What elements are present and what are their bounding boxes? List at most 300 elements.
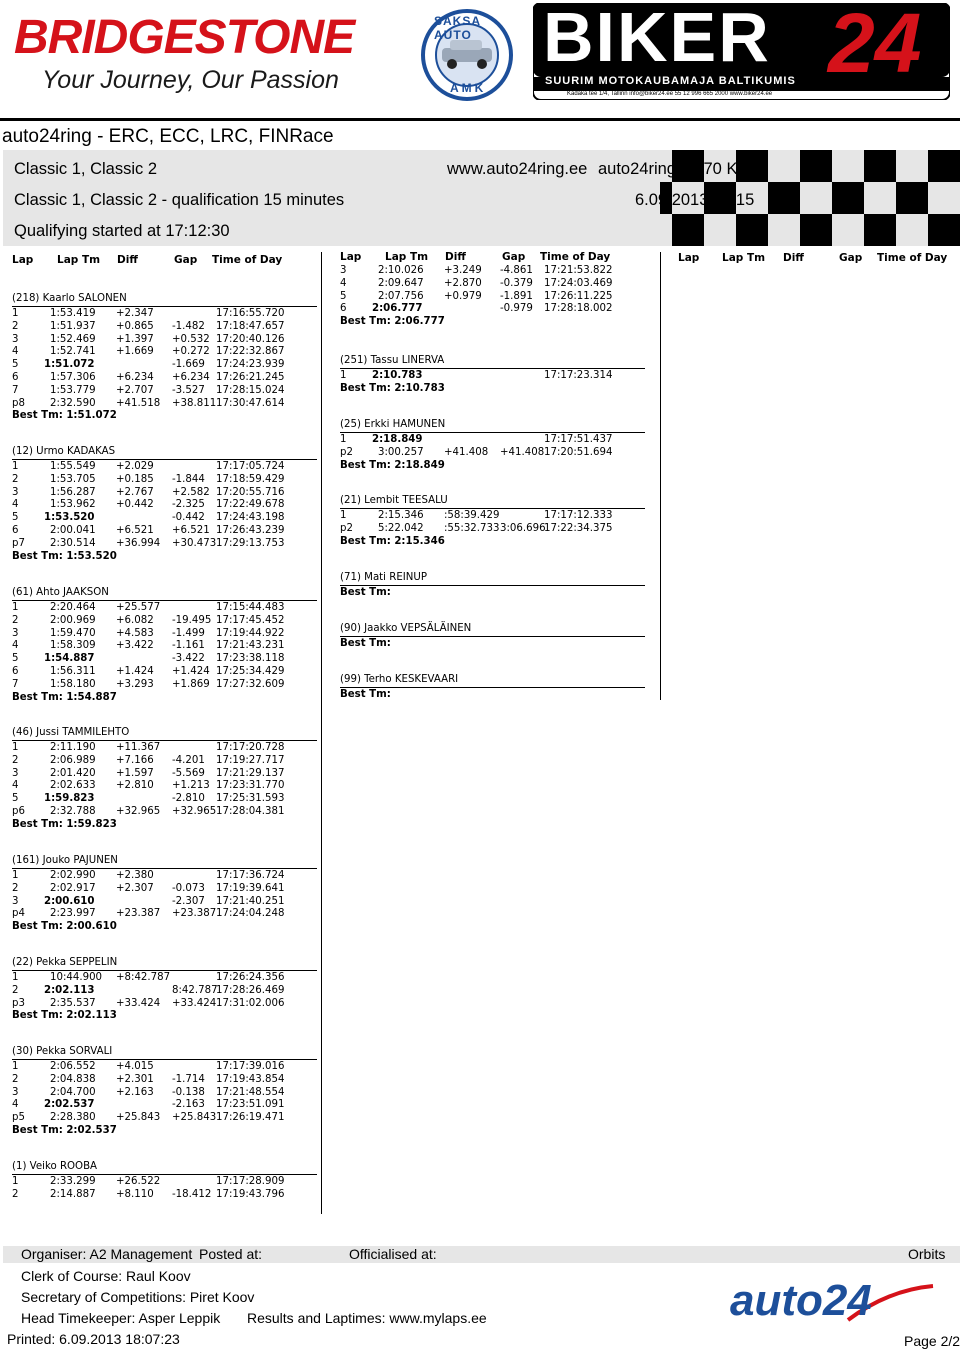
lap-lap: p7 (12, 537, 25, 549)
lap-laptime: 2:02.537 (44, 1099, 95, 1111)
lap-time-of-day: 17:21:40.251 (216, 895, 285, 907)
lap-lap: 1 (12, 461, 19, 472)
lap-time-of-day: 17:26:19.471 (216, 1112, 285, 1124)
lap-lap: 1 (12, 972, 19, 983)
lap-time-of-day: 17:16:55.720 (216, 308, 285, 319)
lap-time-of-day: 17:22:32.867 (216, 346, 285, 358)
lap-time-of-day: 17:26:43.239 (216, 525, 285, 536)
lap-lap: 5 (12, 359, 19, 371)
session-datetime: 6.09.2013 17:15 (635, 191, 755, 209)
lap-time-of-day: 17:19:27.717 (216, 754, 285, 766)
lap-lap: 4 (340, 277, 347, 289)
lap-gap: +6.521 (172, 525, 210, 536)
lap-laptime: 1:53.520 (44, 512, 95, 524)
driver-underline (12, 459, 317, 460)
lap-diff: +33.424 (116, 997, 161, 1009)
lap-gap: 8:42.787 (172, 984, 218, 996)
lap-row (12, 334, 332, 347)
lap-lap: 2 (12, 473, 19, 485)
lap-diff: +4.583 (116, 627, 154, 639)
page-number: Page 2/2 (904, 1333, 960, 1349)
session-start: Qualifying started at 17:12:30 (14, 222, 230, 240)
lap-diff: :55:32.733 (444, 522, 500, 534)
lap-diff: +0.979 (444, 290, 482, 302)
lap-lap: 1 (12, 870, 19, 881)
lap-lap: 1 (12, 308, 19, 319)
lap-laptime: 1:58.180 (50, 678, 96, 690)
lap-laptime: 2:04.700 (50, 1086, 96, 1098)
lap-row (12, 487, 332, 500)
lap-gap: -3.422 (172, 653, 205, 665)
lap-laptime: 2:00.041 (50, 525, 96, 536)
lap-row (12, 1176, 332, 1189)
bridgestone-tagline: Your Journey, Our Passion (42, 66, 339, 94)
lap-laptime: 2:02.633 (50, 780, 96, 792)
lap-lap: 1 (12, 602, 19, 613)
biker-number: 24 (828, 0, 922, 90)
lap-diff: +2.301 (116, 1073, 154, 1085)
lap-laptime: 1:56.311 (50, 666, 96, 677)
lap-row (12, 972, 332, 985)
lap-laptime: 2:09.647 (378, 277, 424, 289)
lap-laptime: 2:10.026 (378, 265, 424, 276)
lap-lap: 6 (12, 666, 19, 677)
lap-laptime: 2:10.783 (372, 370, 423, 381)
driver-name: (12) Urmo KADAKAS (12, 446, 116, 457)
lap-time-of-day: 17:24:23.939 (216, 359, 285, 371)
lap-row (12, 755, 332, 768)
header-lap: Lap (340, 251, 362, 263)
best-time: Best Tm: 1:51.072 (12, 410, 117, 422)
lap-laptime: 2:02.113 (44, 984, 95, 996)
lap-time-of-day: 17:17:20.728 (216, 742, 285, 753)
lap-laptime: 3:00.257 (378, 446, 424, 458)
website-link[interactable]: www.auto24ring.ee (447, 160, 588, 178)
driver-underline (12, 1174, 317, 1175)
lap-lap: 2 (12, 984, 19, 996)
lap-row (12, 1061, 332, 1074)
best-time: Best Tm: 2:06.777 (340, 316, 445, 328)
lap-row (12, 883, 332, 896)
lap-lap: 3 (12, 767, 19, 779)
biker-address: Kadaka tee 1/4, Tallinn info@biker24.ee 55 12 996 665 2000 www.biker24.ee (567, 91, 773, 97)
lap-diff: +36.994 (116, 537, 161, 549)
lap-time-of-day: 17:24:04.248 (216, 908, 285, 920)
lap-time-of-day: 17:23:51.091 (216, 1099, 285, 1111)
lap-diff: +1.397 (116, 333, 154, 345)
lap-gap: -18.412 (172, 1188, 212, 1200)
driver-underline (12, 868, 317, 869)
lap-row (340, 434, 660, 447)
lap-time-of-day: 17:19:43.854 (216, 1073, 285, 1085)
lap-gap: -2.325 (172, 499, 205, 511)
lap-lap: 3 (12, 333, 19, 345)
lap-row (12, 499, 332, 512)
driver-name: (251) Tassu LINERVA (340, 355, 445, 366)
col3-header (678, 252, 960, 266)
lap-gap: +2.582 (172, 486, 210, 498)
lap-laptime: 2:11.190 (50, 742, 96, 753)
driver-name: (90) Jaakko VEPSÄLÄINEN (340, 623, 472, 634)
lap-row (12, 768, 332, 781)
header-diff: Diff (445, 251, 466, 263)
lap-laptime: 2:07.756 (378, 290, 424, 302)
lap-time-of-day: 17:26:11.225 (544, 290, 613, 302)
driver-underline (340, 368, 645, 369)
lap-time-of-day: 17:23:38.118 (216, 653, 285, 665)
lap-laptime: 2:04.838 (50, 1073, 96, 1085)
lap-time-of-day: 17:21:48.554 (216, 1086, 285, 1098)
best-time: Best Tm: 1:59.823 (12, 818, 117, 830)
lap-time-of-day: 17:28:04.381 (216, 806, 285, 817)
lap-gap: -4.861 (500, 265, 533, 276)
lap-gap: -1.499 (172, 627, 205, 639)
lap-row (12, 666, 332, 679)
lap-diff: +0.185 (116, 473, 154, 485)
lap-time-of-day: 17:21:43.231 (216, 640, 285, 652)
lap-time-of-day: 17:21:29.137 (216, 767, 285, 779)
lap-row (340, 510, 660, 523)
lap-time-of-day: 17:21:53.822 (544, 265, 613, 276)
checker-square (896, 182, 928, 214)
lap-row (12, 806, 332, 819)
lap-laptime: 2:32.590 (50, 397, 96, 409)
driver-name: (25) Erkki HAMUNEN (340, 419, 446, 430)
best-time: Best Tm: (340, 638, 391, 649)
header-lap: Lap (678, 252, 700, 264)
lap-row (12, 474, 332, 487)
lap-time-of-day: 17:17:05.724 (216, 461, 285, 472)
biker-word: BIKER (543, 0, 771, 76)
lap-laptime: 1:53.962 (50, 499, 96, 511)
lap-time-of-day: 17:20:40.126 (216, 333, 285, 345)
driver-underline (340, 636, 645, 637)
best-time: Best Tm: 1:54.887 (12, 691, 117, 703)
best-time: Best Tm: 2:02.537 (12, 1125, 117, 1136)
lap-diff: +25.843 (116, 1112, 161, 1124)
lap-gap: -0.138 (172, 1086, 205, 1098)
lap-time-of-day: 17:25:34.429 (216, 666, 285, 677)
driver-name: (30) Pekka SORVALI (12, 1046, 113, 1057)
saksa-auto-top-text: SAKSA AUTO (434, 14, 481, 42)
lap-row (12, 985, 332, 998)
lap-lap: 7 (12, 678, 19, 690)
printed-timestamp: Printed: 6.09.2013 18:07:23 (7, 1331, 180, 1347)
checker-square (864, 150, 896, 182)
lap-lap: 1 (12, 1176, 19, 1187)
lap-lap: 6 (340, 303, 347, 315)
lap-diff: +2.810 (116, 780, 154, 792)
lap-laptime: 1:53.705 (50, 473, 96, 485)
lap-lap: 4 (12, 1099, 19, 1111)
lap-laptime: 1:57.306 (50, 372, 96, 383)
lap-row (12, 793, 332, 806)
lap-lap: 3 (12, 627, 19, 639)
col2-results (340, 0, 660, 700)
lap-laptime: 2:06.989 (50, 754, 96, 766)
lap-gap: +0.532 (172, 333, 210, 345)
driver-name: (46) Jussi TAMMILEHTO (12, 727, 130, 738)
lap-time-of-day: 17:23:31.770 (216, 780, 285, 792)
lap-diff: +6.082 (116, 614, 154, 626)
lap-gap: 3:06.696 (500, 522, 546, 534)
lap-row (12, 308, 332, 321)
lap-row (12, 398, 332, 411)
lap-time-of-day: 17:15:44.483 (216, 602, 285, 613)
lap-diff: +1.669 (116, 346, 154, 358)
lap-gap: -2.810 (172, 793, 205, 805)
lap-row (12, 538, 332, 551)
lap-row (12, 998, 332, 1011)
lap-diff: +26.522 (116, 1176, 161, 1187)
checker-square (672, 214, 704, 246)
lap-diff: +23.387 (116, 908, 161, 920)
lap-diff: +3.293 (116, 678, 154, 690)
lap-gap: -1.844 (172, 473, 205, 485)
lap-row (340, 370, 660, 383)
driver-name: (61) Ahto JAAKSON (12, 587, 109, 598)
lap-diff: +6.521 (116, 525, 154, 536)
header-diff: Diff (117, 254, 138, 266)
lap-lap: 5 (12, 653, 19, 665)
lap-diff: +2.767 (116, 486, 154, 498)
lap-time-of-day: 17:20:51.694 (544, 446, 613, 458)
lap-gap: -0.379 (500, 277, 533, 289)
driver-underline (12, 740, 317, 741)
driver-underline (12, 600, 317, 601)
header-time-of-day: Time of Day (877, 252, 948, 264)
lap-diff: +2.707 (116, 384, 154, 396)
lap-gap: -4.201 (172, 754, 205, 766)
lap-row (340, 447, 660, 460)
lap-laptime: 2:01.420 (50, 767, 96, 779)
driver-underline (340, 432, 645, 433)
driver-underline (12, 970, 317, 971)
lap-diff: +7.166 (116, 754, 154, 766)
lap-diff: +25.577 (116, 602, 161, 613)
best-time: Best Tm: (340, 587, 391, 598)
lap-laptime: 1:51.072 (44, 359, 95, 371)
lap-laptime: 1:53.419 (50, 308, 96, 319)
lap-lap: 7 (12, 384, 19, 396)
lap-laptime: 10:44.900 (50, 972, 103, 983)
lap-laptime: 2:06.777 (372, 303, 423, 315)
driver-underline (12, 1059, 317, 1060)
results-link[interactable]: Results and Laptimes: www.mylaps.ee (247, 1310, 487, 1326)
lap-gap: -19.495 (172, 614, 212, 626)
header-lap: Lap (12, 254, 34, 266)
lap-time-of-day: 17:19:39.641 (216, 882, 285, 894)
lap-laptime: 2:02.917 (50, 882, 96, 894)
auto24-logo (728, 1276, 938, 1332)
lap-lap: 5 (12, 512, 19, 524)
lap-time-of-day: 17:17:36.724 (216, 870, 285, 881)
lap-gap: -0.442 (172, 512, 205, 524)
header-lap-time: Lap Tm (722, 252, 766, 264)
lap-laptime: 2:00.969 (50, 614, 96, 626)
lap-gap: +23.387 (172, 908, 217, 920)
lap-row (12, 346, 332, 359)
lap-row (12, 602, 332, 615)
lap-lap: p5 (12, 1112, 25, 1124)
lap-laptime: 2:23.997 (50, 908, 96, 920)
lap-laptime: 1:51.937 (50, 320, 96, 332)
lap-lap: 3 (12, 486, 19, 498)
lap-lap: 2 (12, 614, 19, 626)
lap-gap: -3.527 (172, 384, 205, 396)
best-time: Best Tm: 2:18.849 (340, 459, 445, 471)
lap-laptime: 2:30.514 (50, 537, 96, 549)
lap-laptime: 2:14.887 (50, 1188, 96, 1200)
lap-time-of-day: 17:17:45.452 (216, 614, 285, 626)
lap-diff: :58:39.429 (444, 510, 500, 521)
lap-laptime: 2:35.537 (50, 997, 96, 1009)
header-gap: Gap (839, 252, 863, 264)
lap-diff: +32.965 (116, 806, 161, 817)
lap-time-of-day: 17:24:03.469 (544, 277, 613, 289)
lap-lap: 1 (340, 434, 347, 445)
lap-diff: +2.029 (116, 461, 154, 472)
lap-lap: 5 (12, 793, 19, 805)
lap-lap: 1 (340, 510, 347, 521)
lap-lap: 3 (340, 265, 347, 276)
lap-laptime: 1:58.309 (50, 640, 96, 652)
lap-lap: 4 (12, 640, 19, 652)
lap-laptime: 2:00.610 (44, 895, 95, 907)
lap-diff: +2.347 (116, 308, 154, 319)
lap-laptime: 2:06.552 (50, 1061, 96, 1072)
lap-lap: 1 (12, 742, 19, 753)
lap-lap: 3 (12, 1086, 19, 1098)
lap-diff: +41.518 (116, 397, 161, 409)
lap-gap: +30.473 (172, 537, 217, 549)
lap-diff: +0.442 (116, 499, 154, 511)
driver-name: (21) Lembit TEESALU (340, 495, 448, 506)
lap-lap: 4 (12, 780, 19, 792)
lap-row (12, 1074, 332, 1087)
lap-diff: +0.865 (116, 320, 154, 332)
lap-diff: +8:42.787 (116, 972, 171, 983)
column-divider (660, 252, 661, 700)
lap-laptime: 2:33.299 (50, 1176, 96, 1187)
lap-time-of-day: 17:29:13.753 (216, 537, 285, 549)
lap-lap: p4 (12, 908, 25, 920)
lap-gap: -1.891 (500, 290, 533, 302)
lap-laptime: 1:59.823 (44, 793, 95, 805)
lap-row (12, 679, 332, 692)
lap-gap: -2.163 (172, 1099, 205, 1111)
secretary: Secretary of Competitions: Piret Koov (21, 1289, 255, 1305)
lap-row (12, 385, 332, 398)
lap-row (12, 628, 332, 641)
lap-diff: +4.015 (116, 1061, 154, 1072)
driver-name: (1) Veiko ROOBA (12, 1161, 98, 1172)
checker-square (800, 214, 832, 246)
head-timekeeper: Head Timekeeper: Asper Leppik (21, 1310, 221, 1326)
lap-diff: +41.408 (444, 446, 489, 458)
lap-row (12, 512, 332, 525)
checker-square (864, 214, 896, 246)
posted-at: Posted at: (199, 1246, 263, 1262)
lap-row (12, 640, 332, 653)
lap-gap: +1.869 (172, 678, 210, 690)
orbits-label: Orbits (908, 1246, 946, 1262)
saksa-auto-bottom-text: AMK (450, 81, 487, 95)
lap-laptime: 1:56.287 (50, 486, 96, 498)
checker-square (928, 214, 960, 246)
lap-row (12, 359, 332, 372)
driver-name: (218) Kaarlo SALONEN (12, 293, 127, 304)
biker-subtitle: SUURIM MOTOKAUBAMAJA BALTIKUMIS (545, 75, 796, 87)
lap-row (12, 615, 332, 628)
lap-time-of-day: 17:30:47.614 (216, 397, 285, 409)
lap-lap: 2 (12, 320, 19, 332)
driver-name: (71) Mati REINUP (340, 572, 427, 583)
lap-time-of-day: 17:17:23.314 (544, 370, 613, 381)
checker-square (736, 214, 768, 246)
lap-time-of-day: 17:26:24.356 (216, 972, 285, 983)
lap-lap: 1 (12, 1061, 19, 1072)
lap-diff: +2.380 (116, 870, 154, 881)
lap-gap: +38.811 (172, 397, 217, 409)
lap-lap: p2 (340, 446, 353, 458)
driver-underline (340, 585, 645, 586)
lap-gap: -0.073 (172, 882, 205, 894)
lap-diff: +2.870 (444, 277, 482, 289)
lap-diff: +2.163 (116, 1086, 154, 1098)
lap-lap: p6 (12, 806, 25, 817)
organiser: Organiser: A2 Management (21, 1246, 193, 1262)
lap-gap: +41.408 (500, 446, 545, 458)
lap-diff: +3.249 (444, 265, 482, 276)
lap-time-of-day: 17:28:26.469 (216, 984, 285, 996)
lap-row (340, 265, 660, 278)
lap-diff: +1.597 (116, 767, 154, 779)
lap-laptime: 2:20.464 (50, 602, 96, 613)
lap-lap: 5 (340, 290, 347, 302)
lap-diff: +3.422 (116, 640, 154, 652)
lap-row (12, 870, 332, 883)
checker-square (928, 150, 960, 182)
header-gap: Gap (174, 254, 198, 266)
lap-row (340, 303, 660, 316)
lap-time-of-day: 17:17:39.016 (216, 1061, 285, 1072)
clerk-of-course: Clerk of Course: Raul Koov (21, 1268, 191, 1284)
driver-name: (161) Jouko PAJUNEN (12, 855, 118, 866)
lap-time-of-day: 17:27:32.609 (216, 678, 285, 690)
lap-gap: -1.714 (172, 1073, 205, 1085)
lap-time-of-day: 17:22:49.678 (216, 499, 285, 511)
auto24-wordmark: auto24 (730, 1276, 872, 1325)
lap-time-of-day: 17:25:31.593 (216, 793, 285, 805)
driver-underline (340, 687, 645, 688)
lap-laptime: 5:22.042 (378, 522, 424, 534)
lap-laptime: 2:28.380 (50, 1112, 96, 1124)
lap-lap: 2 (12, 1188, 19, 1200)
lap-lap: 2 (12, 1073, 19, 1085)
lap-diff: +2.307 (116, 882, 154, 894)
lap-laptime: 2:02.990 (50, 870, 96, 881)
lap-lap: 2 (12, 754, 19, 766)
lap-gap: -1.669 (172, 359, 205, 371)
officialised-at: Officialised at: (349, 1246, 437, 1262)
lap-row (12, 461, 332, 474)
lap-gap: +25.843 (172, 1112, 217, 1124)
lap-laptime: 1:53.779 (50, 384, 96, 396)
lap-time-of-day: 17:22:34.375 (544, 522, 613, 534)
lap-row (12, 896, 332, 909)
lap-row (12, 653, 332, 666)
